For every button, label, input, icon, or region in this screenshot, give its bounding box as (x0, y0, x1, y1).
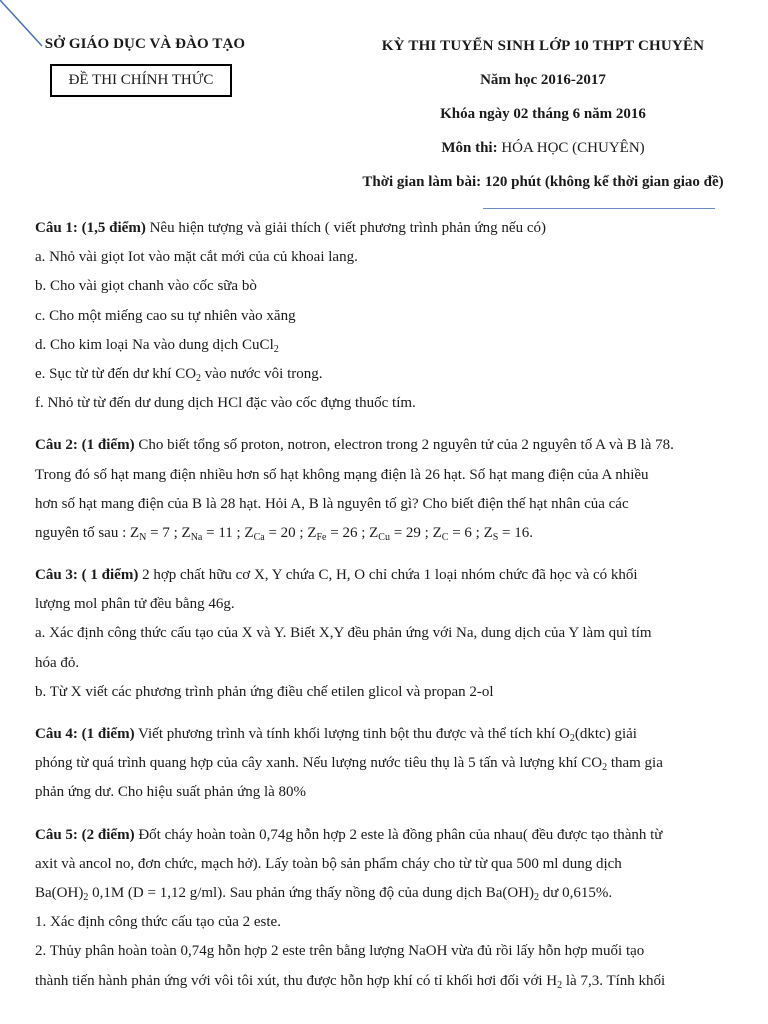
item-text: vào nước vôi trong. (201, 365, 323, 382)
question-item: b. Từ X viết các phương trình phản ứng điều chế etilen glicol và propan 2-ol (35, 683, 494, 700)
item-text: = 16. (498, 524, 534, 541)
question-text (35, 879, 740, 908)
question-3 (35, 561, 740, 707)
item-text: phóng từ quá trình quang hợp của cây xanh. Nếu lượng nước tiêu thụ là 5 tấn và lượng khí CO (35, 755, 603, 772)
item-text: 0,1M (D = 1,12 g/ml). Sau phản ứng thấy nồng độ của dung dịch Ba(OH) (88, 884, 535, 901)
subscript: Fe (316, 531, 327, 543)
question-text: 2 hợp chất hữu cơ X, Y chứa C, H, O chỉ chứa 1 loại nhóm chức đã học và có khối (138, 567, 638, 584)
exam-duration: Thời gian làm bài: 120 phút (không kể thời gian giao đề) (362, 174, 724, 190)
item-text: dư 0,615%. (539, 884, 613, 901)
item-text: là 7,3. Tính khối (562, 972, 666, 989)
item-text: e. Sục từ từ đến dư khí CO (35, 365, 197, 382)
question-5 (35, 821, 740, 996)
item-text: = 6 ; Z (448, 524, 493, 541)
question-item (35, 331, 740, 360)
question-text: hơn số hạt mang điện của B là 28 hạt. Hỏi A, B là nguyên tố gì? Cho biết điện thế hạt nhân của các (35, 495, 629, 512)
question-item: a. Nhỏ vài giọt Iot vào mặt cắt mới của củ khoai lang. (35, 249, 358, 266)
item-text: = 26 ; Z (326, 524, 379, 541)
question-2 (35, 431, 740, 548)
subject-label: Môn thi: (441, 140, 498, 156)
question-text: Nêu hiện tượng và giải thích ( viết phương trình phản ứng nếu có) (145, 220, 546, 236)
question-item (35, 360, 740, 389)
item-text: nguyên tố sau : Z (35, 524, 140, 541)
agency-name: SỞ GIÁO DỤC VÀ ĐÀO TẠO (44, 36, 246, 52)
question-text: hóa đỏ. (35, 654, 80, 671)
exam-title: KỲ THI TUYỂN SINH LỚP 10 THPT CHUYÊN (381, 38, 705, 54)
subscript: 2 (83, 891, 89, 903)
header-right (325, 36, 761, 206)
item-text: Ba(OH) (35, 884, 84, 901)
question-text: (dktc) giải (574, 726, 637, 742)
question-text (35, 967, 740, 996)
question-text: Trong đó số hạt mang điện nhiều hơn số hạt không mạng điện là 26 hạt. Số hạt mang điện của A nhiều (35, 466, 649, 483)
question-text: Đốt cháy hoàn toàn 0,74g hỗn hợp 2 este là đồng phân của nhau( đều được tạo thành từ (134, 826, 663, 843)
question-text (35, 519, 740, 548)
school-year: Năm học 2016-2017 (480, 72, 606, 88)
question-label: Câu 1: (1,5 điểm) (35, 220, 146, 236)
question-label: Câu 3: ( 1 điểm) (35, 567, 139, 584)
header-left (0, 36, 290, 53)
question-label: Câu 5: (2 điểm) (35, 826, 135, 843)
item-text: = 20 ; Z (264, 524, 317, 541)
subscript: S (492, 531, 499, 543)
question-text: Viết phương trình và tính khối lượng tinh bột thu được và thể tích khí O (134, 726, 570, 742)
item-text: thành tiến hành phản ứng với vôi tôi xút, thu được hỗn hợp khí có tỉ khối hơi đối với H (35, 972, 558, 989)
subscript: C (441, 531, 449, 543)
subscript: 2 (569, 733, 575, 744)
subscript: 2 (557, 979, 563, 991)
header-underline (483, 208, 715, 209)
subscript: 2 (534, 891, 540, 903)
item-text: = 29 ; Z (389, 524, 442, 541)
question-item: b. Cho vài giọt chanh vào cốc sữa bò (35, 278, 257, 295)
question-item: f. Nhỏ từ từ đến dư dung dịch HCl đặc vào cốc đựng thuốc tím. (35, 395, 416, 412)
question-text: Cho biết tổng số proton, notron, electron trong 2 nguyên tử của 2 nguyên tố A và B là 78. (134, 437, 674, 454)
question-label: Câu 2: (1 điểm) (35, 437, 135, 454)
item-text: = 7 ; Z (146, 524, 191, 541)
official-exam-box: ĐỀ THI CHÍNH THỨC (50, 64, 232, 97)
question-1 (35, 214, 740, 418)
subject-name: HÓA HỌC (CHUYÊN) (501, 140, 645, 156)
question-text: phản ứng dư. Cho hiệu suất phản ứng là 80% (35, 784, 307, 801)
item-text: tham gia (607, 755, 663, 772)
subscript: Ca (253, 531, 265, 543)
subscript: 2 (196, 372, 202, 384)
question-item: 1. Xác định công thức cấu tạo của 2 este. (35, 914, 281, 931)
subscript: N (139, 531, 147, 543)
subscript: 2 (602, 762, 608, 774)
subject-line (325, 138, 761, 172)
question-item: a. Xác định công thức cấu tạo của X và Y. Biết X,Y đều phản ứng với Na, dung dịch của Y làm quì tím (35, 625, 652, 642)
question-text: axit và ancol no, đơn chức, mạch hở). Lấy toàn bộ sản phẩm cháy cho từ từ qua 500 ml dung dịch (35, 855, 622, 872)
question-4 (35, 720, 740, 808)
question-text (35, 749, 740, 778)
item-text: = 11 ; Z (202, 524, 254, 541)
question-item: c. Cho một miếng cao su tự nhiên vào xăng (35, 307, 296, 324)
exam-body (35, 214, 740, 996)
subscript: Na (190, 531, 203, 543)
subscript: Cu (378, 531, 390, 543)
exam-date: Khóa ngày 02 tháng 6 năm 2016 (440, 106, 646, 122)
question-item: 2. Thủy phân hoàn toàn 0,74g hỗn hợp 2 este trên bằng lượng NaOH vừa đủ rồi lấy hỗn hợp muối tạo (35, 943, 645, 960)
subscript: 2 (273, 343, 279, 355)
question-text: lượng mol phân tử đều bằng 46g. (35, 596, 235, 613)
question-label: Câu 4: (1 điểm) (35, 726, 135, 742)
item-text: d. Cho kim loại Na vào dung dịch CuCl (35, 336, 274, 353)
